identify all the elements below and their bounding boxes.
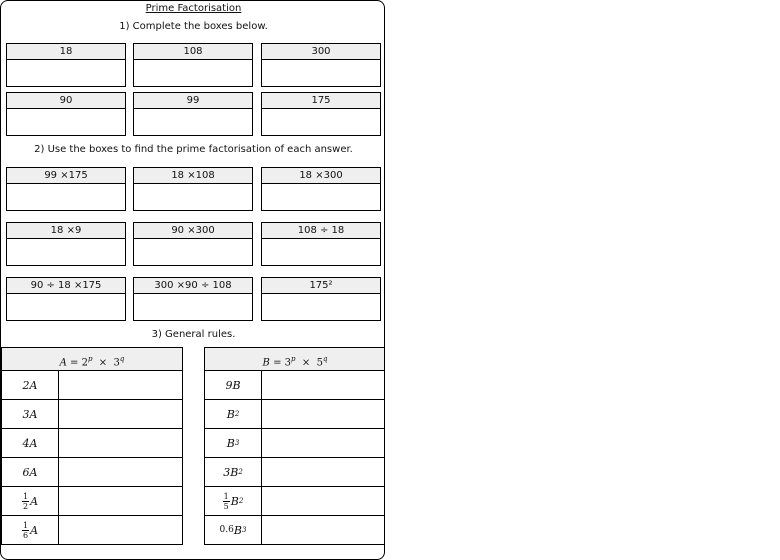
rule-expression: 3 B 2 — [205, 458, 262, 486]
calc-box — [133, 222, 253, 266]
calc-box-label: 18 ×108 — [134, 168, 252, 184]
calc-box — [6, 167, 126, 211]
factor-box — [261, 43, 381, 87]
rule-expression: B 2 — [205, 400, 262, 428]
rule-expression: B 3 — [205, 429, 262, 457]
rule-row — [2, 400, 182, 429]
factor-box — [6, 92, 126, 136]
rule-expression: 2 A — [2, 371, 59, 399]
rule-answer-cell — [59, 371, 182, 399]
section2-instruction: 2) Use the boxes to find the prime factorisation of each answer. — [34, 144, 353, 155]
calc-box — [6, 222, 126, 266]
rule-expression: 6 A — [2, 458, 59, 486]
calc-box-label: 175² — [262, 278, 380, 294]
factor-box-label: 18 — [7, 44, 125, 60]
rule-expression: 0.6 B 3 — [205, 516, 262, 544]
calc-box-label: 90 ÷ 18 ×175 — [7, 278, 125, 294]
rule-expression: 4 A — [2, 429, 59, 457]
rule-expression: 9 B — [205, 371, 262, 399]
rule-expression: $\frac{1}{2}$ A — [2, 487, 59, 515]
rule-row — [205, 458, 385, 487]
rule-answer-cell — [59, 487, 182, 515]
calc-box-label: 90 ×300 — [134, 223, 252, 239]
rule-row — [205, 487, 385, 516]
rule-row — [205, 400, 385, 429]
rule-row — [2, 458, 182, 487]
calc-box-label: 300 ×90 ÷ 108 — [134, 278, 252, 294]
section3-instruction: 3) General rules. — [151, 329, 236, 340]
factor-box-label: 300 — [262, 44, 380, 60]
rule-row — [205, 371, 385, 400]
factor-box — [133, 43, 253, 87]
rule-row — [2, 429, 182, 458]
rules-table-a-header: $A = 2^p \times 3^q$ — [2, 348, 182, 371]
rule-row — [205, 429, 385, 458]
rule-row — [2, 371, 182, 400]
rules-table-b-header: $B = 3^p \times 5^q$ — [205, 348, 385, 371]
rules-table-a — [1, 347, 183, 545]
rules-table-b — [204, 347, 385, 545]
calc-box — [261, 222, 381, 266]
rule-answer-cell — [262, 458, 385, 486]
calc-box-label: 18 ×300 — [262, 168, 380, 184]
rule-row — [2, 487, 182, 516]
factor-box-label: 90 — [7, 93, 125, 109]
rule-expression: $\frac{1}{5}$ B 2 — [205, 487, 262, 515]
calc-box-label: 18 ×9 — [7, 223, 125, 239]
rule-expression: $\frac{1}{6}$ A — [2, 516, 59, 544]
worksheet — [0, 0, 385, 560]
calc-box — [6, 277, 126, 321]
rule-answer-cell — [59, 458, 182, 486]
fraction: $\frac{1}{6}$ — [22, 520, 29, 540]
rule-answer-cell — [262, 400, 385, 428]
fraction: $\frac{1}{2}$ — [22, 491, 29, 511]
factor-box — [133, 92, 253, 136]
rule-answer-cell — [262, 487, 385, 515]
factor-box-label: 108 — [134, 44, 252, 60]
worksheet-title: Prime Factorisation — [145, 3, 242, 14]
rule-expression: 3 A — [2, 400, 59, 428]
calc-box — [133, 167, 253, 211]
rule-answer-cell — [59, 429, 182, 457]
rule-row — [2, 516, 182, 545]
factor-box — [261, 92, 381, 136]
calc-box-label: 99 ×175 — [7, 168, 125, 184]
factor-box-label: 175 — [262, 93, 380, 109]
fraction: $\frac{1}{5}$ — [223, 491, 229, 511]
section1-instruction: 1) Complete the boxes below. — [119, 21, 268, 32]
rule-row — [205, 516, 385, 545]
rule-answer-cell — [262, 371, 385, 399]
factor-box — [6, 43, 126, 87]
factor-box-label: 99 — [134, 93, 252, 109]
calc-box — [133, 277, 253, 321]
rule-answer-cell — [262, 429, 385, 457]
calc-box — [261, 277, 381, 321]
calc-box — [261, 167, 381, 211]
rule-answer-cell — [59, 400, 182, 428]
calc-box-label: 108 ÷ 18 — [262, 223, 380, 239]
